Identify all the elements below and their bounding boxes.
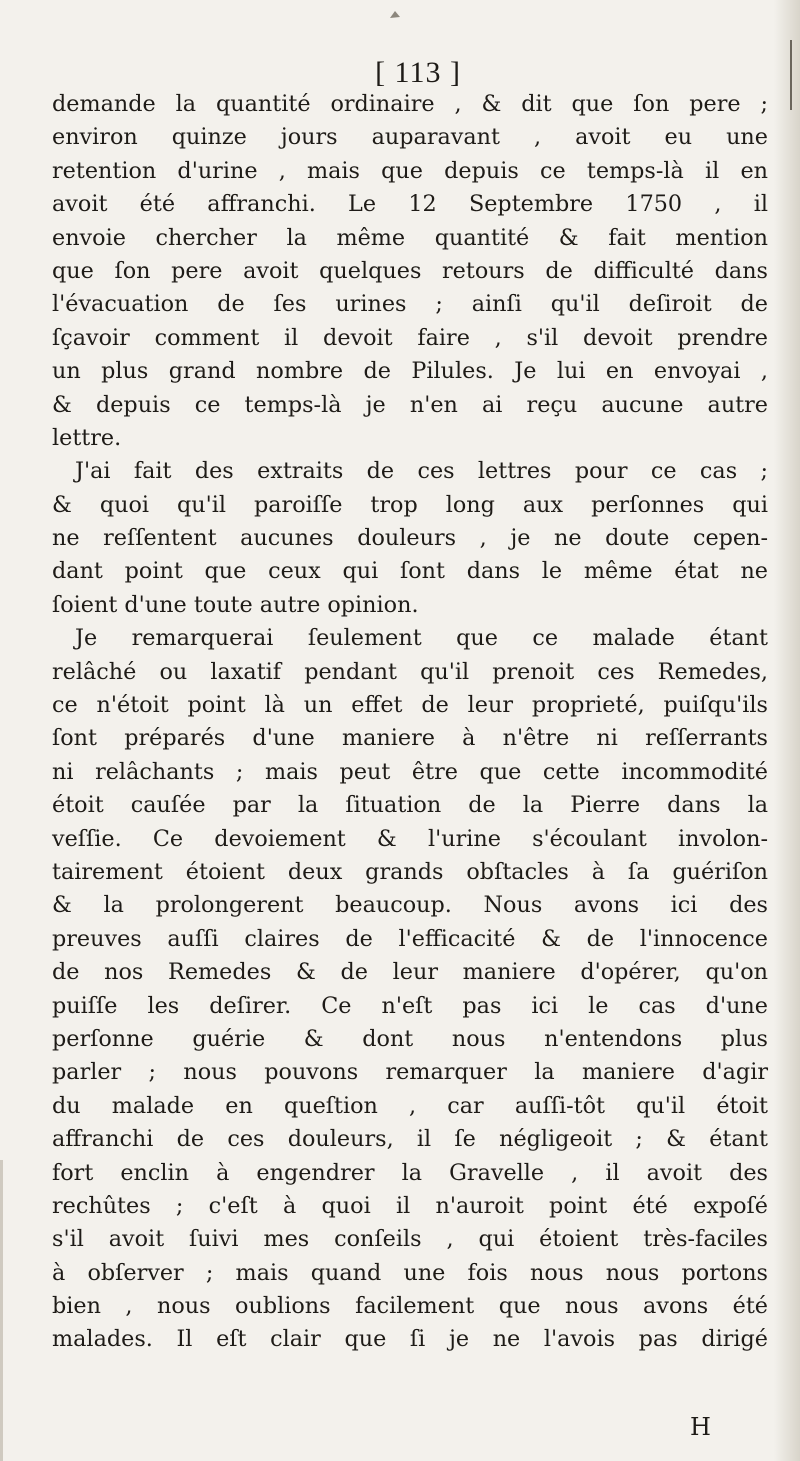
page-left-fringe bbox=[0, 1160, 3, 1461]
text-line: ne reſſentent aucunes douleurs , je ne doute cepen- bbox=[52, 525, 768, 552]
text-line: fort enclin à engendrer la Gravelle , il avoit des bbox=[52, 1159, 768, 1186]
text-line: à obſerver ; mais quand une fois nous nous portons bbox=[52, 1259, 768, 1286]
text-line: ce n'étoit point là un effet de leur proprieté, puiſqu'ils bbox=[52, 692, 768, 719]
text-line: retention d'urine , mais que depuis ce temps-là il en bbox=[52, 157, 768, 184]
text-line: bien , nous oublions facilement que nous avons été bbox=[52, 1293, 768, 1320]
page-number: [ 113 ] bbox=[375, 56, 461, 89]
text-line: demande la quantité ordinaire , & dit que ſon pere ; bbox=[52, 91, 768, 117]
text-line: ſont préparés d'une maniere à n'être ni reſſerrants bbox=[52, 725, 768, 752]
signature-mark: H bbox=[690, 1413, 711, 1441]
ink-blot-mark bbox=[388, 8, 402, 22]
page-edge-shadow bbox=[774, 0, 800, 1461]
text-line: dant point que ceux qui ſont dans le même état ne bbox=[52, 558, 768, 585]
text-line: l'évacuation de ſes urines ; ainſi qu'il deſiroit de bbox=[52, 291, 768, 318]
text-line: affranchi de ces douleurs, il ſe négligeoit ; & étant bbox=[52, 1126, 768, 1153]
text-line: perſonne guérie & dont nous n'entendons plus bbox=[52, 1025, 768, 1052]
text-line: & depuis ce temps-là je n'en ai reçu aucune autre bbox=[52, 391, 768, 418]
text-line: J'ai fait des extraits de ces lettres pour ce cas ; bbox=[75, 458, 768, 485]
margin-mark bbox=[790, 40, 792, 110]
text-line: & quoi qu'il paroiſſe trop long aux perſonnes qui bbox=[52, 491, 768, 518]
text-line: s'il avoit ſuivi mes conſeils , qui étoient très-faciles bbox=[52, 1226, 768, 1253]
text-line: lettre. bbox=[52, 424, 122, 451]
text-line: puiſſe les deſirer. Ce n'eſt pas ici le cas d'une bbox=[52, 992, 768, 1019]
text-line: de nos Remedes & de leur maniere d'opérer, qu'on bbox=[52, 959, 768, 986]
text-line: preuves auſſi claires de l'efficacité & de l'innocence bbox=[52, 925, 768, 952]
text-line: avoit été affranchi. Le 12 Septembre 1750 , il bbox=[52, 191, 768, 218]
text-line: ſoient d'une toute autre opinion. bbox=[52, 591, 419, 618]
text-line: envoie chercher la même quantité & fait mention bbox=[52, 224, 768, 251]
text-line: parler ; nous pouvons remarquer la maniere d'agir bbox=[52, 1059, 768, 1086]
text-line: malades. Il eſt clair que ſi je ne l'avois pas dirigé bbox=[52, 1326, 768, 1353]
text-line: relâché ou laxatif pendant qu'il prenoit ces Remedes, bbox=[52, 658, 768, 685]
text-line: veſſie. Ce devoiement & l'urine s'écoulant involon- bbox=[52, 825, 768, 852]
text-line: ni relâchants ; mais peut être que cette incommodité bbox=[52, 758, 768, 785]
text-line: Je remarquerai ſeulement que ce malade étant bbox=[75, 625, 768, 652]
body-text bbox=[52, 88, 768, 1357]
text-line: environ quinze jours auparavant , avoit eu une bbox=[52, 124, 768, 151]
text-line: étoit cauſée par la ſituation de la Pierre dans la bbox=[52, 792, 768, 819]
text-line: ſçavoir comment il devoit faire , s'il devoit prendre bbox=[52, 324, 768, 351]
text-line: un plus grand nombre de Pilules. Je lui en envoyai , bbox=[52, 358, 768, 385]
text-line: que ſon pere avoit quelques retours de difficulté dans bbox=[52, 257, 768, 284]
text-line: tairement étoient deux grands obſtacles à ſa guériſon bbox=[52, 858, 768, 885]
text-line: du malade en queſtion , car auſſi-tôt qu'il étoit bbox=[52, 1092, 768, 1119]
text-line: & la prolongerent beaucoup. Nous avons ici des bbox=[52, 892, 768, 919]
text-line: rechûtes ; c'eſt à quoi il n'auroit point été expoſé bbox=[52, 1192, 768, 1219]
